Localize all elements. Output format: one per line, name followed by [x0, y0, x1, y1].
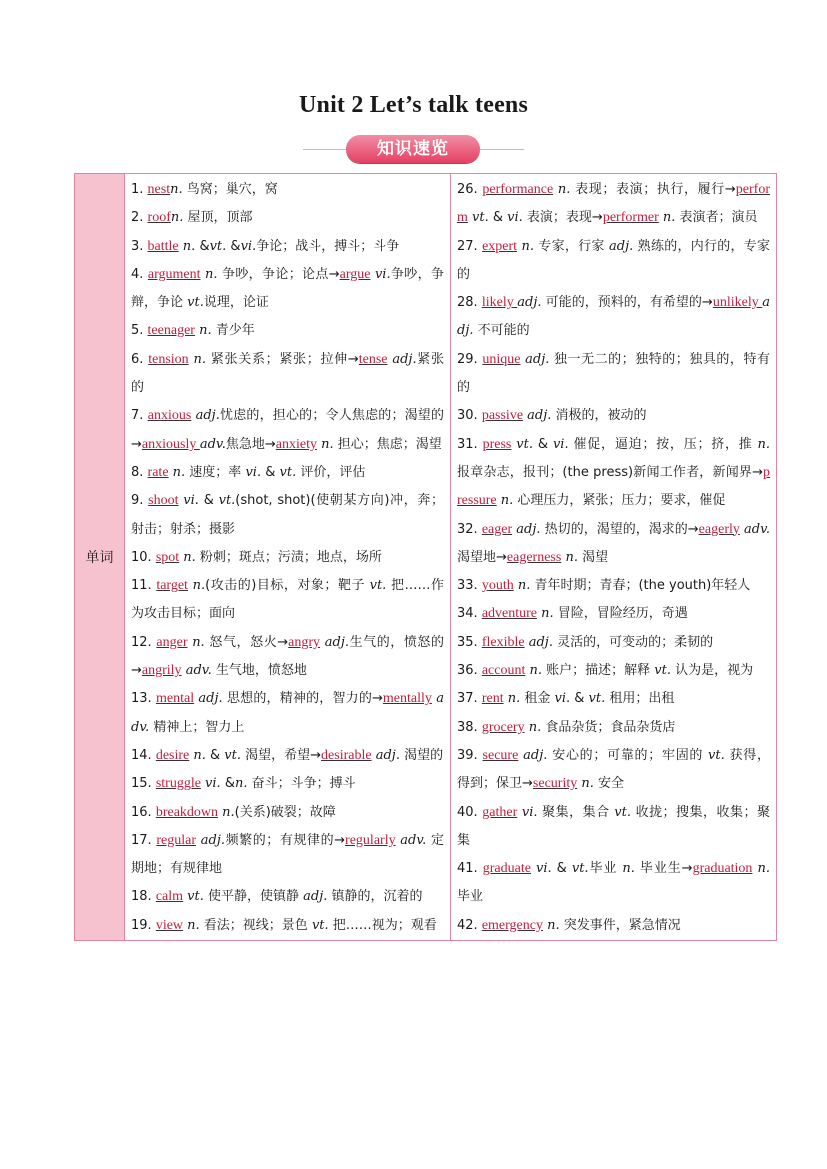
vocab-entry — [131, 883, 444, 911]
vocab-word: argument — [147, 266, 201, 282]
vocab-entry — [131, 912, 444, 940]
definition-text: 青少年 — [211, 323, 255, 339]
vocab-word: angry — [288, 634, 321, 650]
vocab-entry — [131, 487, 444, 544]
definition-text: 15. — [131, 776, 156, 792]
definition-text: 18. — [131, 889, 156, 905]
vocab-word: calm — [155, 889, 184, 905]
definition-text: 41. — [457, 861, 483, 877]
vocab-entry — [457, 657, 770, 685]
vocab-word: performer — [602, 210, 659, 226]
definition-text: 争吵，争论；论点→ — [217, 266, 340, 282]
definition-text: (攻击的)目标，对象；靶子 — [205, 578, 370, 594]
definition-text: 频繁的；有规律的→ — [225, 832, 346, 848]
part-of-speech: n. — [757, 436, 771, 452]
part-of-speech: adj. — [387, 351, 417, 367]
definition-text: 使平静，使镇静 — [203, 889, 304, 905]
part-of-speech: vt. — [220, 747, 242, 763]
part-of-speech: vt. — [209, 238, 231, 254]
definition-text: 不可能的 — [473, 323, 530, 339]
definition-text: 思想的，精神的，智力的→ — [222, 691, 383, 707]
definition-text: 奋斗；斗争；搏斗 — [247, 776, 356, 792]
part-of-speech: vi. — [503, 210, 523, 226]
definition-text: & — [210, 747, 221, 763]
vocab-word: struggle — [155, 776, 201, 792]
definition-text: 8. — [131, 464, 148, 480]
part-of-speech: n. — [179, 549, 196, 565]
part-of-speech: adv. — [395, 832, 427, 848]
vocab-word: mentally — [382, 691, 432, 707]
definition-text: 催促，逼迫；按，压；挤，推 — [568, 436, 758, 452]
part-of-speech: vt. — [584, 691, 606, 707]
vocab-word: unique — [482, 351, 521, 367]
vocab-word: anxiety — [275, 436, 317, 452]
definition-text: 收拢；搜集，收集；聚集 — [457, 804, 770, 848]
part-of-speech: n. — [752, 861, 770, 877]
definition-text: 把……作为攻击目标；面向 — [131, 578, 444, 622]
definition-text: 2. — [131, 210, 148, 226]
definition-text: 认为是，视为 — [670, 663, 754, 679]
part-of-speech: n. — [503, 691, 521, 707]
definition-text: 聚集，集合 — [537, 804, 615, 820]
part-of-speech: n. — [200, 266, 218, 282]
part-of-speech: adj. — [517, 295, 542, 311]
part-of-speech: n. — [178, 238, 200, 254]
vocab-entry — [131, 176, 444, 204]
vocab-word: mental — [156, 691, 195, 707]
vocab-word: breakdown — [155, 804, 219, 820]
vocab-entry — [131, 742, 444, 770]
definition-text: 4. — [131, 266, 148, 282]
vocab-column-left — [125, 174, 451, 941]
definition-text: 38. — [457, 719, 482, 735]
vocab-word: eagerly — [698, 521, 740, 537]
vocab-word: angrily — [141, 663, 182, 679]
part-of-speech: n. — [218, 804, 235, 820]
definition-text: 渴望 — [577, 549, 609, 565]
vocab-word: adventure — [481, 606, 538, 622]
part-of-speech: n. — [168, 464, 186, 480]
definition-text: 安心的；可靠的；牢固的 — [547, 747, 708, 763]
part-of-speech: adj. — [303, 889, 328, 905]
definition-text: 独一无二的；独特的；独具的，特有的 — [457, 351, 770, 396]
definition-text: 16. — [131, 804, 156, 820]
definition-text: & — [230, 238, 241, 254]
definition-text: 9. — [131, 493, 149, 509]
definition-text: 12. — [131, 634, 157, 650]
part-of-speech: n. — [577, 776, 594, 792]
part-of-speech: adj. — [194, 691, 223, 707]
definition-text: 食品杂货；食品杂货店 — [541, 719, 676, 735]
vocab-word: tension — [148, 351, 189, 367]
definition-text: 冒险，冒险经历，奇遇 — [553, 606, 688, 622]
definition-text: 焦急地→ — [225, 436, 276, 452]
definition-text: 毕业 — [588, 861, 623, 877]
banner-divider-right — [480, 149, 524, 150]
part-of-speech: n. — [496, 493, 514, 509]
definition-text: 租金 — [520, 691, 555, 707]
definition-text: & — [556, 861, 567, 877]
part-of-speech: vt. — [218, 493, 236, 509]
vocab-entry — [131, 346, 444, 403]
vocab-word: view — [155, 917, 184, 933]
definition-text: & — [537, 436, 549, 452]
definition-text: (关系)破裂；故障 — [234, 804, 336, 820]
vocab-word: graduation — [692, 861, 753, 877]
vocab-word: eager — [481, 521, 513, 537]
vocab-entry — [131, 204, 444, 232]
part-of-speech: vt. — [187, 295, 204, 311]
part-of-speech: n. — [537, 606, 554, 622]
part-of-speech: n. — [524, 719, 542, 735]
definition-text: 熟练的，内行的，专家的 — [457, 238, 771, 282]
vocab-word: emergency — [481, 917, 543, 933]
definition-text: 鸟窝；巢穴，窝 — [182, 182, 278, 197]
definition-text: 消极的，被动的 — [551, 408, 647, 424]
definition-text: 安全 — [593, 776, 625, 792]
vocab-entry — [457, 912, 770, 940]
vocab-word: target — [156, 578, 188, 594]
definition-text: 租用；出租 — [605, 691, 675, 707]
definition-text: 获得，得到；保卫→ — [457, 747, 770, 792]
part-of-speech: vi. — [530, 861, 557, 877]
vocab-word: spot — [155, 549, 180, 565]
definition-text: 突发事件，紧急情况 — [559, 917, 681, 933]
definition-text: 说理，论证 — [203, 295, 269, 311]
vocab-word: grocery — [481, 719, 525, 735]
definition-text: 表演者；演员 — [675, 210, 758, 226]
part-of-speech: vt. — [654, 663, 671, 679]
part-of-speech: vt. — [614, 804, 631, 820]
part-of-speech: adj. — [512, 521, 541, 537]
part-of-speech: adj. — [609, 238, 634, 254]
definition-text: 26. — [457, 182, 483, 197]
part-of-speech: adj. — [320, 634, 349, 650]
vocab-entry — [457, 600, 770, 628]
definition-text: 账户；描述；解释 — [541, 663, 655, 679]
definition-text: & — [199, 238, 210, 254]
vocab-entry — [131, 261, 444, 318]
definition-text: (shot, shot)(使朝某方向)冲，奔；射击；射杀；摄影 — [131, 493, 444, 537]
definition-text: 紧张关系；紧张；拉伸→ — [206, 351, 359, 367]
definition-text: 速度；率 — [185, 464, 246, 480]
part-of-speech: vi. — [370, 266, 391, 282]
vocab-word: rate — [147, 464, 169, 480]
part-of-speech: n. — [189, 747, 211, 763]
vocab-word: security — [532, 776, 578, 792]
part-of-speech: n. — [170, 210, 184, 226]
vocab-word: argue — [339, 266, 371, 282]
definition-text: 表演；表现→ — [522, 210, 603, 226]
vocab-word: youth — [481, 578, 514, 594]
definition-text: 7. — [131, 408, 148, 424]
part-of-speech: n. — [542, 917, 560, 933]
definition-text: 争吵，争辩，争论 — [131, 266, 444, 311]
definition-text: 渴望的 — [399, 747, 444, 763]
vocab-word: eagerness — [506, 549, 562, 565]
vocab-entry — [131, 233, 444, 261]
definition-text: 28. — [457, 295, 482, 311]
part-of-speech: n. — [525, 663, 542, 679]
part-of-speech: vi. — [240, 238, 257, 254]
vocab-word: teenager — [147, 323, 195, 339]
part-of-speech: n. — [658, 210, 676, 226]
vocab-word: tense — [358, 351, 388, 367]
part-of-speech: adj. — [524, 634, 553, 650]
definition-text: 3. — [131, 238, 148, 254]
part-of-speech: n. — [622, 861, 635, 877]
vocab-entry — [457, 431, 770, 516]
definition-text: 定期地；有规律地 — [131, 832, 445, 877]
vocab-entry — [457, 233, 770, 290]
part-of-speech: vt. — [369, 578, 387, 594]
banner-label: 知识速览 — [346, 135, 480, 163]
vocab-word: unlikely — [712, 295, 763, 311]
vocab-word: anxiously — [141, 436, 200, 452]
vocab-entry — [131, 317, 444, 345]
definition-text: 评价，评估 — [296, 464, 366, 480]
vocab-entry — [457, 629, 770, 657]
part-of-speech: vt. — [183, 889, 204, 905]
vocab-entry — [457, 289, 770, 346]
part-of-speech: adj. — [457, 295, 770, 339]
vocab-word: regular — [156, 832, 197, 848]
part-of-speech: n. — [553, 182, 571, 197]
vocab-word: shoot — [148, 493, 179, 509]
vocab-entry — [457, 572, 770, 600]
vocab-word: gather — [482, 804, 518, 820]
definition-text: 渴望地→ — [457, 549, 507, 565]
definition-text: 青年时期；青春；(the youth)年轻人 — [530, 578, 751, 594]
vocab-entry — [457, 346, 770, 403]
definition-text: & — [224, 776, 235, 792]
vocab-entry — [131, 459, 444, 487]
definition-text: 精神上；智力上 — [149, 719, 245, 735]
definition-text: 19. — [131, 917, 156, 933]
definition-text: 29. — [457, 351, 483, 367]
definition-text: 担心；焦虑；渴望 — [333, 436, 442, 452]
part-of-speech: vt. — [311, 917, 329, 933]
definition-text: 11. — [131, 578, 157, 594]
part-of-speech: n. — [187, 634, 205, 650]
vocab-word: press — [482, 436, 512, 452]
part-of-speech: vi. — [178, 493, 204, 509]
part-of-speech: vt. — [708, 747, 725, 763]
vocab-word: anxious — [147, 408, 192, 424]
vocab-word: desire — [155, 747, 190, 763]
definition-text: 争论；战斗，搏斗；斗争 — [256, 238, 400, 254]
vocab-entry — [131, 799, 444, 827]
part-of-speech: adj. — [196, 832, 225, 848]
vocab-word: nest — [147, 182, 171, 197]
vocab-word: pressure — [457, 464, 770, 509]
vocab-word: account — [481, 663, 526, 679]
definition-text: & — [203, 493, 219, 509]
definition-text: 屋顶，顶部 — [183, 210, 253, 226]
definition-text: 30. — [457, 408, 482, 424]
vocab-entry — [457, 855, 770, 912]
vocab-word: perform — [457, 182, 770, 226]
definition-text: 渴望，希望→ — [241, 747, 322, 763]
part-of-speech: n. — [188, 351, 207, 367]
vocab-entry — [131, 402, 444, 459]
vocab-entry — [131, 827, 444, 884]
part-of-speech: adj. — [371, 747, 400, 763]
definition-text: & — [492, 210, 503, 226]
vocab-entry — [457, 685, 770, 713]
vocab-entry — [457, 714, 770, 742]
definition-text: 40. — [457, 804, 483, 820]
vocab-word: rent — [481, 691, 504, 707]
part-of-speech: n. — [513, 578, 531, 594]
definition-text: 看法；视线；景色 — [199, 917, 312, 933]
part-of-speech: vt. — [566, 861, 589, 877]
section-banner — [0, 134, 827, 164]
part-of-speech: adv. — [739, 521, 771, 537]
definition-text: 39. — [457, 747, 483, 763]
part-of-speech: n. — [170, 182, 183, 197]
definition-text: 毕业生→ — [634, 861, 693, 877]
vocab-word: regularly — [345, 832, 396, 848]
part-of-speech: vt. — [511, 436, 538, 452]
part-of-speech: adj. — [191, 408, 220, 424]
vocab-entry — [457, 176, 770, 233]
banner-divider-left — [303, 149, 348, 150]
part-of-speech: adj. — [520, 351, 550, 367]
definition-text: 13. — [131, 691, 156, 707]
part-of-speech: vi. — [548, 436, 569, 452]
definition-text: 镇静的，沉着的 — [327, 889, 423, 905]
vocab-table — [74, 173, 777, 941]
part-of-speech: n. — [317, 436, 334, 452]
vocab-word: flexible — [481, 634, 525, 650]
category-cell: 单词 — [75, 174, 125, 941]
vocab-word: anger — [156, 634, 188, 650]
part-of-speech: n. — [187, 578, 206, 594]
part-of-speech: vi. — [245, 464, 266, 480]
part-of-speech: vt. — [467, 210, 493, 226]
definition-text: 毕业 — [457, 889, 484, 905]
vocab-entry — [131, 685, 444, 742]
vocab-entry — [457, 516, 770, 573]
definition-text: 36. — [457, 663, 482, 679]
vocab-entry — [131, 770, 444, 798]
part-of-speech: vi. — [554, 691, 575, 707]
part-of-speech: vt. — [279, 464, 297, 480]
definition-text: 5. — [131, 323, 148, 339]
part-of-speech: adv. — [181, 663, 212, 679]
vocab-word: performance — [482, 182, 554, 197]
vocab-entry — [131, 572, 444, 629]
part-of-speech: adj. — [523, 408, 552, 424]
definition-text: 紧张的 — [131, 351, 444, 396]
definition-text: 表现；表演；执行，履行→ — [570, 182, 736, 197]
part-of-speech: n. — [183, 917, 200, 933]
vocab-word: expert — [482, 238, 518, 254]
part-of-speech: vi. — [517, 804, 538, 820]
definition-text: 生气的，愤怒的→ — [131, 634, 444, 679]
definition-text: 31. — [457, 436, 483, 452]
definition-text: 把……视为；观看 — [328, 917, 437, 933]
definition-text: 34. — [457, 606, 482, 622]
definition-text: 17. — [131, 832, 157, 848]
definition-text: 可能的，预料的，有希望的→ — [541, 295, 713, 311]
part-of-speech: n. — [561, 549, 578, 565]
vocab-word: graduate — [482, 861, 531, 877]
vocab-word: likely — [481, 295, 518, 311]
vocab-word: roof — [147, 210, 171, 226]
definition-text: 35. — [457, 634, 482, 650]
definition-text: 忧虑的，担心的；令人焦虑的；渴望的→ — [131, 408, 444, 452]
definition-text: 心理压力，紧张；压力；要求，催促 — [513, 493, 726, 509]
part-of-speech: adv. — [199, 436, 226, 452]
definition-text: 1. — [131, 182, 148, 197]
definition-text: 6. — [131, 351, 149, 367]
part-of-speech: adj. — [518, 747, 548, 763]
vocab-word: desirable — [321, 747, 372, 763]
definition-text: 33. — [457, 578, 482, 594]
vocab-entry — [457, 402, 770, 430]
part-of-speech: n. — [234, 776, 248, 792]
vocab-entry — [457, 742, 770, 799]
definition-text: 生气地，愤怒地 — [211, 663, 307, 679]
definition-text: 42. — [457, 917, 482, 933]
vocab-word: battle — [147, 238, 179, 254]
part-of-speech: vi. — [200, 776, 225, 792]
definition-text: & — [574, 691, 585, 707]
definition-text: 灵活的，可变动的；柔韧的 — [552, 634, 714, 650]
vocab-column-right — [451, 174, 777, 941]
definition-text: 热切的，渴望的，渴求的→ — [540, 521, 699, 537]
definition-text: 37. — [457, 691, 482, 707]
definition-text: 10. — [131, 549, 156, 565]
part-of-speech: n. — [517, 238, 534, 254]
definition-text: 专家，行家 — [533, 238, 610, 254]
part-of-speech: adv. — [131, 691, 444, 735]
vocab-entry — [131, 629, 444, 686]
definition-text: & — [265, 464, 280, 480]
definition-text: 报章杂志，报刊；(the press)新闻工作者，新闻界→ — [457, 464, 763, 480]
vocab-entry — [457, 799, 770, 856]
definition-text: 14. — [131, 747, 156, 763]
definition-text: 32. — [457, 521, 482, 537]
definition-text: 27. — [457, 238, 483, 254]
definition-text: 怒气，怒火→ — [204, 634, 289, 650]
vocab-word: secure — [482, 747, 519, 763]
part-of-speech: n. — [194, 323, 212, 339]
vocab-entry — [131, 544, 444, 572]
definition-text: 粉刺；斑点；污渍；地点，场所 — [195, 549, 382, 565]
vocab-word: passive — [481, 408, 524, 424]
page-title: Unit 2 Let’s talk teens — [298, 92, 529, 118]
